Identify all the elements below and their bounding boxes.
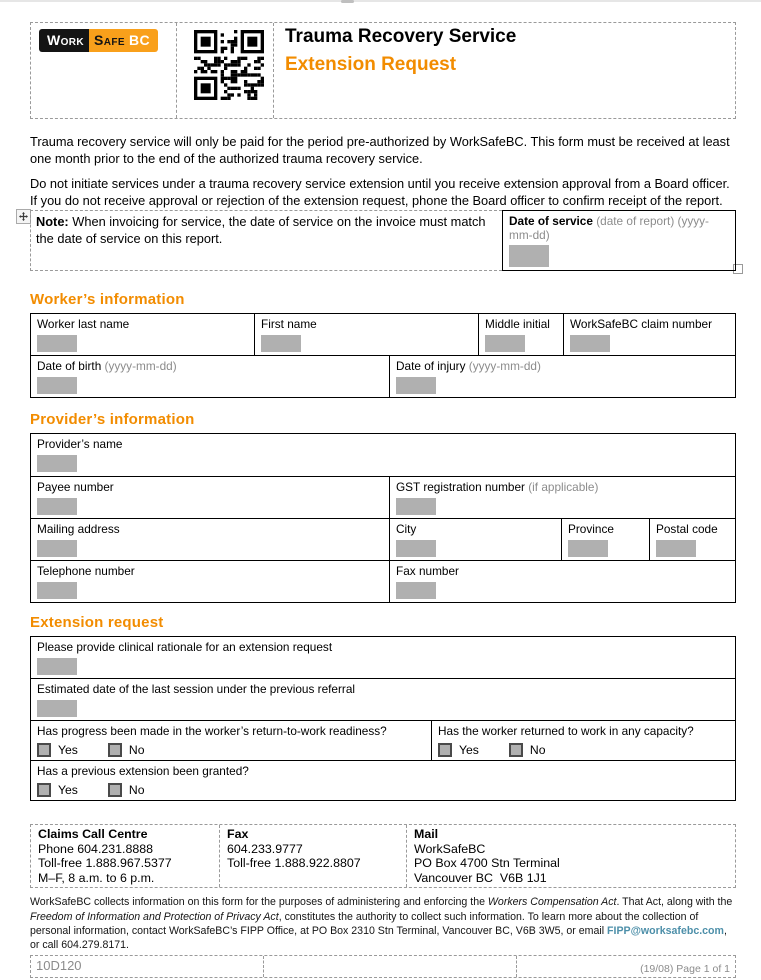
previous-extension-cell — [31, 761, 735, 800]
mail-line-1: WorkSafeBC — [414, 841, 486, 856]
telephone-label: Telephone number — [37, 564, 135, 578]
middle-initial-field[interactable] — [485, 335, 525, 352]
middle-initial-cell — [478, 314, 563, 355]
first-name-label: First name — [261, 317, 317, 331]
move-arrows-icon — [19, 212, 28, 221]
privacy-notice: WorkSafeBC collects information on this form for the purposes of administering and enforcing the Workers Compensation Act. That Act, along with the Freedom of Information and Protection of Privacy Act, constitutes the authority to collect such information. To learn more about the collection of personal information, contact WorkSafeBC’s FIPP Office, at PO Box 2310 Stn Terminal, Vancouver BC, V6B 3W5, or email FIPP@worksafebc.com, or call 604.279.8171. — [30, 896, 733, 951]
fax-number-field[interactable] — [396, 582, 436, 599]
table-row — [31, 476, 735, 518]
date-of-injury-cell — [389, 356, 735, 397]
progress-yes-option[interactable]: Yes — [37, 743, 78, 757]
table-row — [31, 720, 735, 760]
date-of-injury-hint: (yyyy-mm-dd) — [465, 359, 541, 373]
foippa-name-italic: Freedom of Information and Protection of Privacy Act — [30, 910, 279, 923]
form-number: 10D120 — [36, 958, 82, 974]
postal-code-cell — [649, 519, 735, 560]
returned-no-checkbox[interactable] — [509, 743, 523, 757]
footer-empty-cell — [263, 956, 516, 977]
returned-yes-checkbox[interactable] — [438, 743, 452, 757]
payee-number-field[interactable] — [37, 498, 77, 515]
rationale-label: Please provide clinical rationale for an extension request — [37, 640, 333, 654]
date-of-service-label: Date of service (date of report) (yyyy-mm-dd) — [509, 214, 709, 242]
form-title: Trauma Recovery Service — [285, 26, 517, 47]
claims-phone: Phone 604.231.8888 — [38, 841, 154, 856]
province-cell — [561, 519, 649, 560]
table-row — [31, 314, 735, 355]
table-row — [31, 434, 735, 476]
mailing-address-label: Mailing address — [37, 522, 120, 536]
gst-number-hint: (if applicable) — [524, 480, 599, 494]
progress-question-cell — [31, 721, 431, 760]
provider-info-table — [30, 433, 736, 603]
previous-no-option[interactable]: No — [108, 783, 145, 797]
fax-number-line: 604.233.9777 — [227, 841, 303, 856]
province-label: Province — [568, 522, 614, 536]
page-number: (19/08) Page 1 of 1 — [516, 956, 735, 977]
worker-section-heading: Worker’s information — [30, 291, 185, 308]
date-of-service-hint: (date of report) (yyyy-mm-dd) — [509, 214, 709, 242]
mail-contact-cell — [406, 825, 735, 887]
telephone-field[interactable] — [37, 582, 77, 599]
extension-request-table — [30, 636, 736, 801]
progress-yes-checkbox[interactable] — [37, 743, 51, 757]
claims-title: Claims Call Centre — [38, 827, 148, 841]
progress-no-option[interactable]: No — [108, 743, 145, 757]
city-label: City — [396, 522, 417, 536]
form-header — [30, 22, 736, 119]
form-subtitle: Extension Request — [285, 54, 457, 75]
provider-name-label: Provider’s name — [37, 437, 123, 451]
payee-number-cell — [31, 477, 389, 518]
fax-title: Fax — [227, 827, 249, 841]
gst-number-field[interactable] — [396, 498, 436, 515]
gst-number-cell — [389, 477, 735, 518]
fax-number-cell — [389, 561, 735, 602]
fax-number-label: Fax number — [396, 564, 459, 578]
claims-call-centre-cell — [31, 825, 219, 887]
mail-title: Mail — [414, 827, 439, 841]
payee-number-label: Payee number — [37, 480, 114, 494]
fax-contact-cell — [219, 825, 406, 887]
worker-last-name-cell — [31, 314, 254, 355]
mail-line-2: PO Box 4700 Stn Terminal — [414, 856, 560, 871]
first-name-field[interactable] — [261, 335, 301, 352]
contact-block — [30, 824, 736, 888]
estimated-date-cell — [31, 679, 735, 720]
telephone-cell — [31, 561, 389, 602]
date-of-service-field[interactable] — [509, 245, 549, 267]
extension-section-heading: Extension request — [30, 614, 164, 631]
date-of-injury-field[interactable] — [396, 377, 436, 394]
table-row — [31, 678, 735, 720]
postal-code-field[interactable] — [656, 540, 696, 557]
note-label: Note: — [36, 214, 69, 229]
rationale-cell — [31, 637, 735, 678]
first-name-cell — [254, 314, 478, 355]
table-row — [31, 355, 735, 397]
gst-number-label: GST registration number (if applicable) — [396, 480, 599, 494]
date-of-birth-field[interactable] — [37, 377, 77, 394]
logo-work-segment: Work — [39, 29, 89, 52]
date-of-birth-label: Date of birth (yyyy-mm-dd) — [37, 359, 177, 373]
date-of-injury-label: Date of injury (yyyy-mm-dd) — [396, 359, 541, 373]
previous-no-checkbox[interactable] — [108, 783, 122, 797]
province-field[interactable] — [568, 540, 608, 557]
act-name-italic: Workers Compensation Act — [487, 896, 617, 909]
logo-cell — [31, 23, 177, 118]
logo-safebc-segment: Safe BC — [89, 29, 158, 52]
previous-extension-label: Has a previous extension been granted? — [37, 764, 249, 778]
worker-info-table — [30, 313, 736, 398]
table-row — [31, 637, 735, 678]
mailing-address-cell — [31, 519, 389, 560]
claim-number-field[interactable] — [570, 335, 610, 352]
table-row — [31, 560, 735, 602]
returned-yes-option[interactable]: Yes — [438, 743, 479, 757]
intro-paragraph-2: Do not initiate services under a trauma recovery service extension until you receive extension approval from a Board officer. If you do not receive approval or rejection of the extension request, phone the Board officer to confirm receipt of the report. — [30, 176, 730, 208]
date-of-birth-hint: (yyyy-mm-dd) — [101, 359, 177, 373]
previous-yes-checkbox[interactable] — [37, 783, 51, 797]
intro-paragraph-1: Trauma recovery service will only be paid for the period pre-authorized by WorkSafeBC. This form must be received at least one month prior to the end of the authorized trauma recovery service. — [30, 134, 730, 166]
qr-cell — [177, 23, 274, 118]
rationale-field[interactable] — [37, 658, 77, 675]
estimated-date-label: Estimated date of the last session under the previous referral — [37, 682, 356, 696]
footer-bar — [30, 955, 736, 978]
worker-last-name-field[interactable] — [37, 335, 77, 352]
worker-last-name-label: Worker last name — [37, 317, 130, 331]
estimated-date-field[interactable] — [37, 700, 77, 717]
table-move-handle-icon[interactable] — [16, 209, 31, 224]
city-field[interactable] — [396, 540, 436, 557]
claims-tollfree: Toll-free 1.888.967.5377 — [38, 856, 172, 871]
note-text: Note: When invoicing for service, the date of service on the invoice must match the date of service on this report. — [30, 210, 502, 271]
table-row — [31, 518, 735, 560]
provider-name-field[interactable] — [37, 455, 77, 472]
middle-initial-label: Middle initial — [485, 317, 550, 331]
returned-no-option[interactable]: No — [509, 743, 546, 757]
title-cell — [274, 23, 735, 118]
postal-code-label: Postal code — [656, 522, 718, 536]
email-link[interactable]: FIPP@worksafebc.com — [607, 924, 724, 937]
claim-number-label: WorkSafeBC claim number — [570, 317, 713, 331]
mailing-address-field[interactable] — [37, 540, 77, 557]
table-row — [31, 760, 735, 800]
previous-yes-option[interactable]: Yes — [37, 783, 78, 797]
provider-name-cell — [31, 434, 735, 476]
progress-no-checkbox[interactable] — [108, 743, 122, 757]
provider-section-heading: Provider’s information — [30, 411, 195, 428]
returned-question-cell — [431, 721, 735, 760]
qr-code — [194, 30, 264, 100]
progress-question-label: Has progress been made in the worker’s return-to-work readiness? — [37, 724, 387, 738]
returned-question-label: Has the worker returned to work in any capacity? — [438, 724, 694, 738]
city-cell — [389, 519, 561, 560]
claims-hours: M–F, 8 a.m. to 6 p.m. — [38, 870, 155, 885]
worksafebc-logo — [39, 29, 158, 52]
claim-number-cell — [563, 314, 735, 355]
note-row — [30, 210, 736, 271]
mail-line-3: Vancouver BC V6B 1J1 — [414, 870, 547, 885]
date-of-service-box — [502, 210, 736, 271]
date-of-birth-cell — [31, 356, 389, 397]
fax-tollfree: Toll-free 1.888.922.8807 — [227, 856, 361, 871]
